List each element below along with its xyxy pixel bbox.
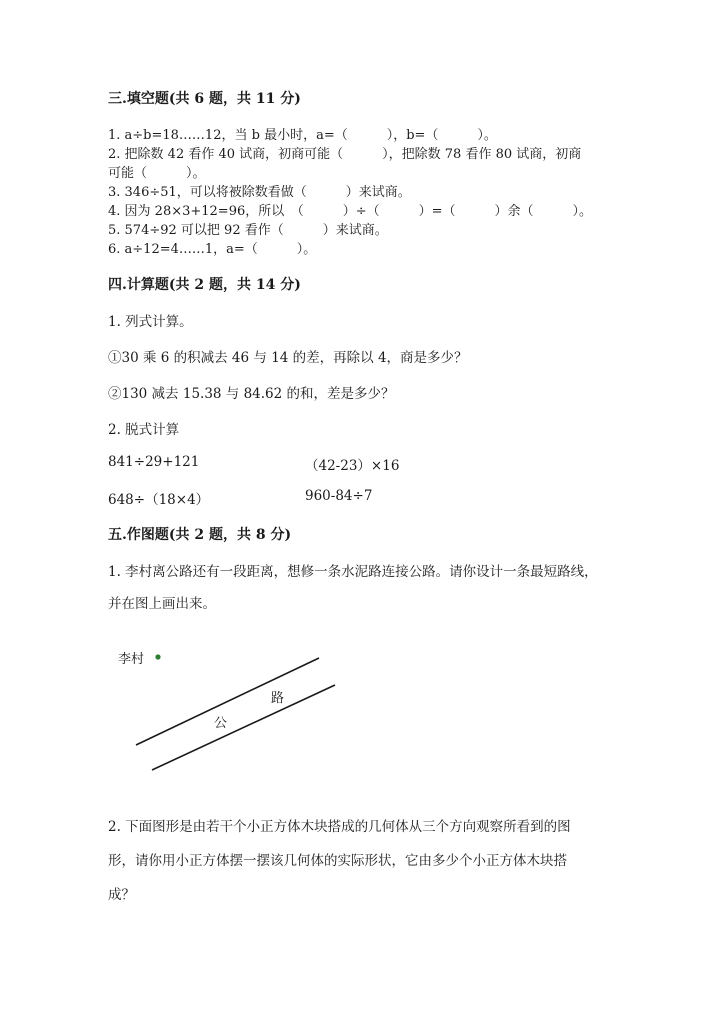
question-3-6: 6. a÷12=4……1，a=（ ）。	[108, 242, 317, 257]
village-label: 李村	[118, 652, 145, 667]
question-3-3: 3. 346÷51，可以将被除数看做（ ）来试商。	[108, 185, 411, 200]
question-3-1: 1. a÷b=18……12，当 b 最小时，a=（ ），b=（ ）。	[108, 128, 497, 143]
road-edge-upper	[136, 658, 319, 745]
calc-expression: （42-23）×16	[305, 458, 400, 474]
question-4-1-b: ②130 减去 15.38 与 84.62 的和，差是多少？	[108, 386, 395, 402]
calc-expression: 841÷29+121	[108, 454, 200, 470]
question-3-4: 4. 因为 28×3+12=96，所以 （ ）÷（ ）=（ ）余（ ）。	[108, 204, 593, 219]
village-dot	[155, 654, 160, 659]
question-3-2-line2: 可能（ ）。	[108, 166, 206, 181]
road-edge-lower	[152, 685, 335, 770]
calc-expression: 960-84÷7	[305, 488, 373, 504]
section-heading-fill-blank: 三.填空题(共 6 题，共 11 分)	[108, 91, 301, 107]
question-5-2-line3: 成？	[108, 887, 135, 903]
question-3-5: 5. 574÷92 可以把 92 看作（ ）来试商。	[108, 223, 388, 238]
question-5-1-line1: 1. 李村离公路还有一段距离，想修一条水泥路连接公路。请你设计一条最短路线，	[108, 564, 598, 580]
calc-expression: 648÷（18×4）	[108, 492, 210, 508]
question-5-2-line1: 2. 下面图形是由若干个小正方体木块搭成的几何体从三个方向观察所看到的图	[108, 819, 571, 835]
question-4-1-title: 1. 列式计算。	[108, 314, 193, 330]
question-5-1-line2: 并在图上画出来。	[108, 596, 216, 612]
question-4-2-title: 2. 脱式计算	[108, 422, 180, 438]
question-4-1-a: ①30 乘 6 的积减去 46 与 14 的差，再除以 4，商是多少？	[108, 350, 468, 366]
road-char-gong: 公	[214, 716, 228, 731]
question-3-2-line1: 2. 把除数 42 看作 40 试商，初商可能（ ），把除数 78 看作 80 试商，初商	[108, 147, 582, 162]
question-5-2-line2: 形，请你用小正方体摆一摆该几何体的实际形状，它由多少个小正方体木块搭	[108, 853, 567, 869]
section-heading-drawing: 五.作图题(共 2 题，共 8 分)	[108, 527, 292, 543]
road-char-lu: 路	[271, 691, 285, 706]
section-heading-calculation: 四.计算题(共 2 题，共 14 分)	[108, 277, 301, 293]
